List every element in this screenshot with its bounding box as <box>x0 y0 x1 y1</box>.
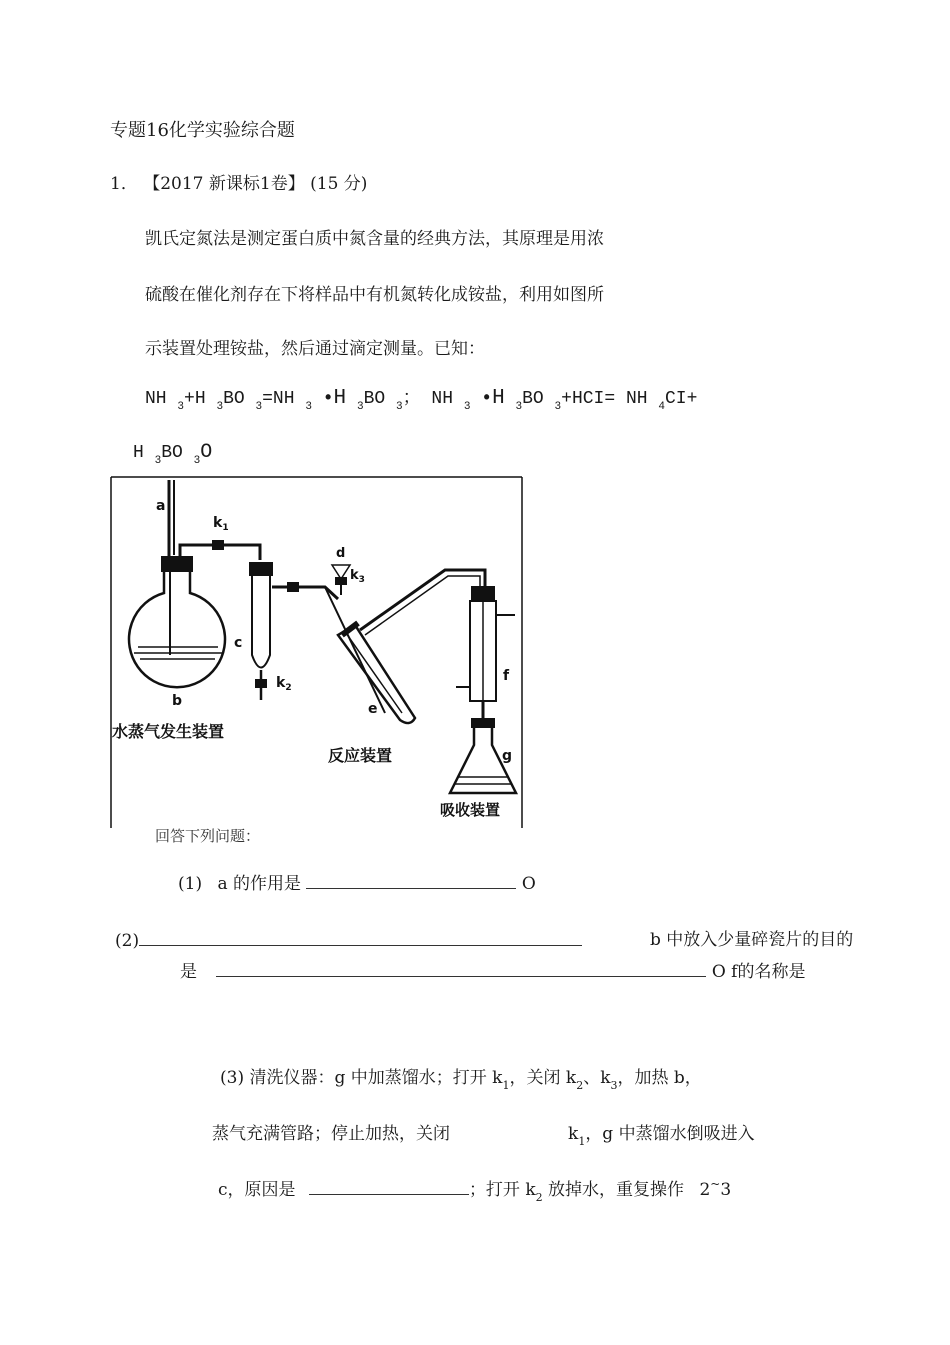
label-d: d <box>336 546 346 561</box>
label-c: c <box>234 635 243 651</box>
equation-line-2 <box>133 442 212 466</box>
label-k2: $k_2$ <box>276 675 292 693</box>
q2-number: (2) <box>115 931 140 951</box>
q3-line3-c: 放掉水，重复操作 <box>542 1180 685 1200</box>
eq-h: H <box>333 387 347 410</box>
label-e: e <box>368 701 378 717</box>
q3-line3-a: c，原因是 <box>218 1180 296 1200</box>
eq-nh: NH <box>431 389 454 409</box>
question-2-line-2 <box>180 960 805 983</box>
q2-end: O <box>711 962 726 982</box>
label-a: a <box>156 498 166 514</box>
label-k3: $k_3$ <box>350 568 365 585</box>
q2-answer-blank-2[interactable] <box>216 960 706 977</box>
equation-line-1 <box>145 388 697 412</box>
caption-absorption: 吸收装置 <box>440 801 501 819</box>
question-source: 【2017 新课标1卷】 <box>143 174 305 194</box>
intro-line-2: 硫酸在催化剂存在下将样品中有机氮转化成铵盐，利用如图所 <box>145 285 604 305</box>
eq-bo: BO <box>161 443 183 463</box>
caption-steam-generator: 水蒸气发生装置 <box>112 722 225 741</box>
label-b: b <box>172 693 183 709</box>
question-1 <box>178 872 536 895</box>
eq-h: H <box>492 387 505 410</box>
label-g: g <box>502 748 513 764</box>
question-header <box>110 173 367 195</box>
eq-sub: 3 <box>515 401 523 413</box>
question-3-line-1 <box>220 1067 702 1091</box>
question-3-line-2b <box>568 1123 755 1147</box>
q3-sub: 1 <box>578 1135 586 1148</box>
q3-sub: 3 <box>610 1079 618 1092</box>
q3-line1-d: ，加热 b， <box>617 1068 702 1088</box>
q1-answer-blank[interactable] <box>306 872 516 889</box>
eq-semicolon: ； <box>402 389 421 409</box>
eq-end-o: O <box>200 441 213 464</box>
eq-h: H <box>133 443 144 463</box>
q3-sub: 2 <box>576 1079 584 1092</box>
q3-line1-b: ，关闭 k <box>509 1068 577 1088</box>
q3-line1-a: (3) 清洗仪器：g 中加蒸馏水；打开 k <box>220 1068 503 1088</box>
q1-end: O <box>521 874 536 894</box>
eq-sub: 4 <box>658 401 665 413</box>
eq-dot: • <box>481 389 493 409</box>
eq-sub: 3 <box>216 401 224 413</box>
q3-line1-c: 、k <box>583 1068 611 1088</box>
q3-tilde: ~ <box>710 1177 721 1191</box>
question-number: 1． <box>110 174 138 194</box>
eq-ci-plus: CI+ <box>664 389 698 409</box>
question-2-line-1 <box>115 929 582 952</box>
label-f: f <box>503 668 510 684</box>
q3-line2-a: 蒸气充满管路；停止加热，关闭 <box>212 1124 450 1144</box>
q3-line3-e: 3 <box>720 1180 732 1200</box>
q3-sub: 2 <box>535 1191 543 1204</box>
eq-dot: • <box>322 389 334 409</box>
eq-sub: 3 <box>193 455 201 467</box>
eq-eq-nh: =NH <box>262 389 295 409</box>
eq-plus-hcl: +HCI= NH <box>561 389 648 409</box>
q2-answer-blank-1[interactable] <box>139 929 582 946</box>
eq-sub: 3 <box>463 401 471 413</box>
apparatus-figure <box>110 475 525 830</box>
question-3-line-2 <box>212 1123 450 1145</box>
answer-prompt: 回答下列问题： <box>155 827 261 845</box>
eq-bo: BO <box>363 389 386 409</box>
topic-title: 专题16化学实验综合题 <box>110 120 295 141</box>
eq-bo: BO <box>522 389 544 409</box>
q3-sub: 1 <box>502 1079 510 1092</box>
eq-sub: 3 <box>154 455 162 467</box>
q2-text-1: b 中放入少量碎瓷片的目的 <box>650 930 854 950</box>
q2-text-3: f的名称是 <box>731 962 806 982</box>
eq-sub: 3 <box>177 401 185 413</box>
eq-sub: 3 <box>554 401 562 413</box>
eq-sub: 3 <box>255 401 263 413</box>
label-k1: $k_1$ <box>213 515 229 533</box>
caption-reaction: 反应装置 <box>328 746 393 765</box>
eq-plus-h: +H <box>184 389 206 409</box>
eq-sub: 3 <box>305 401 312 413</box>
eq-nh: NH <box>145 389 167 409</box>
eq-sub: 3 <box>356 401 364 413</box>
question-score: (15 分) <box>310 174 368 194</box>
eq-bo: BO <box>223 389 245 409</box>
intro-line-1: 凯氏定氮法是测定蛋白质中氮含量的经典方法，其原理是用浓 <box>145 229 604 249</box>
q3-line2-c: ，g 中蒸馏水倒吸进入 <box>585 1124 755 1144</box>
q3-answer-blank[interactable] <box>309 1178 469 1195</box>
q1-number: (1) <box>178 874 203 894</box>
q2-text-2: 是 <box>180 962 197 982</box>
q3-line2-b: k <box>568 1124 579 1144</box>
eq-sub: 3 <box>396 401 403 413</box>
q3-line3-d: 2 <box>699 1180 711 1200</box>
intro-line-3: 示装置处理铵盐，然后通过滴定测量。已知： <box>145 339 485 359</box>
q3-line3-b: ；打开 k <box>468 1180 536 1200</box>
question-3-line-3 <box>218 1178 731 1203</box>
q1-text: a 的作用是 <box>217 874 302 894</box>
